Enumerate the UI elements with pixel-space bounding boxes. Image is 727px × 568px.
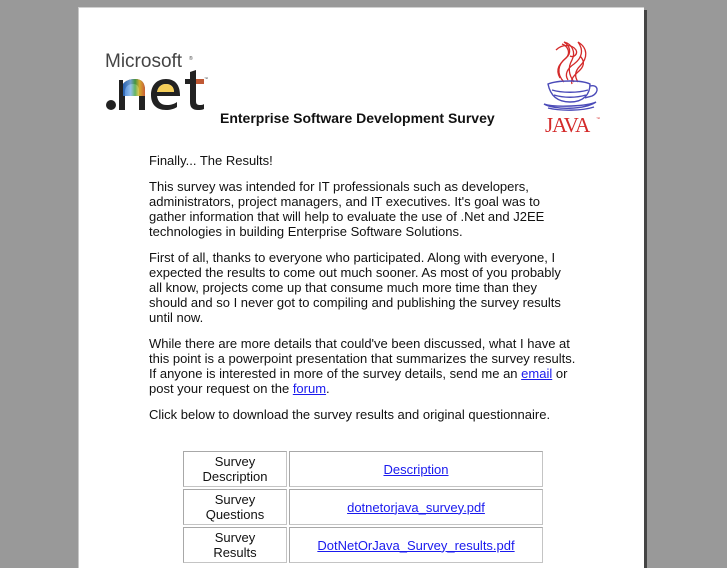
row-link-cell <box>289 527 543 563</box>
thanks-paragraph: First of all, thanks to everyone who participated. Along with everyone, I expected the results to come out much sooner. As most of you probably all know, projects come up that consume much more time than they should and so I never got to compiling and publishing the survey results until now. <box>149 250 561 325</box>
row-label-line2: Description <box>202 469 268 484</box>
main-content <box>149 153 577 433</box>
java-coffee-cup-logo-icon <box>542 32 602 136</box>
intro-paragraph: This survey was intended for IT professionals such as developers, administrators, project managers, and IT executives. It's goal was to gather information that will help to evaluate the use of .Net and J2EE technologies in building Enterprise Software Solutions. <box>149 179 545 239</box>
row-label-line2: Questions <box>205 507 265 522</box>
row-link-cell <box>289 451 543 487</box>
svg-text:®: ® <box>189 56 193 62</box>
details-text-middle: or post your request on the <box>149 366 568 396</box>
download-instructions: Click below to download the survey results and original questionnaire. <box>149 407 551 422</box>
svg-text:™: ™ <box>204 76 208 81</box>
svg-text:Microsoft: Microsoft <box>105 51 183 72</box>
row-label-line1: Survey <box>214 492 256 507</box>
results-heading: Finally... The Results! <box>149 153 273 168</box>
row-label-line1: Survey <box>214 454 256 469</box>
details-text-before: While there are more details that could've been discussed, what I have at this point is a powerpoint presentation that summarizes the survey results. If anyone is interested in more of the survey details, send me an <box>149 336 576 381</box>
svg-text:JAVA: JAVA <box>545 113 590 136</box>
table-row-description <box>183 451 543 487</box>
microsoft-dotnet-logo-icon <box>103 50 213 112</box>
row-link-cell <box>289 489 543 525</box>
table-row-questions <box>183 489 543 525</box>
row-label <box>183 451 287 487</box>
survey-questions-pdf-link[interactable]: dotnetorjava_survey.pdf <box>347 499 485 515</box>
survey-results-pdf-link[interactable]: DotNetOrJava_Survey_results.pdf <box>317 537 515 553</box>
email-link[interactable]: email <box>521 366 553 381</box>
row-label-line1: Survey <box>214 530 256 545</box>
page-title: Enterprise Software Development Survey <box>220 110 495 126</box>
details-paragraph <box>149 336 577 396</box>
row-label-line2: Results <box>213 545 257 560</box>
description-link[interactable]: Description <box>383 461 449 477</box>
table-row-results <box>183 527 543 563</box>
forum-link[interactable]: forum <box>292 381 327 396</box>
downloads-table <box>181 449 545 565</box>
row-label <box>183 489 287 525</box>
svg-text:™: ™ <box>596 116 600 121</box>
details-text-end: . <box>326 381 330 396</box>
page-container <box>78 7 644 568</box>
row-label <box>183 527 287 563</box>
